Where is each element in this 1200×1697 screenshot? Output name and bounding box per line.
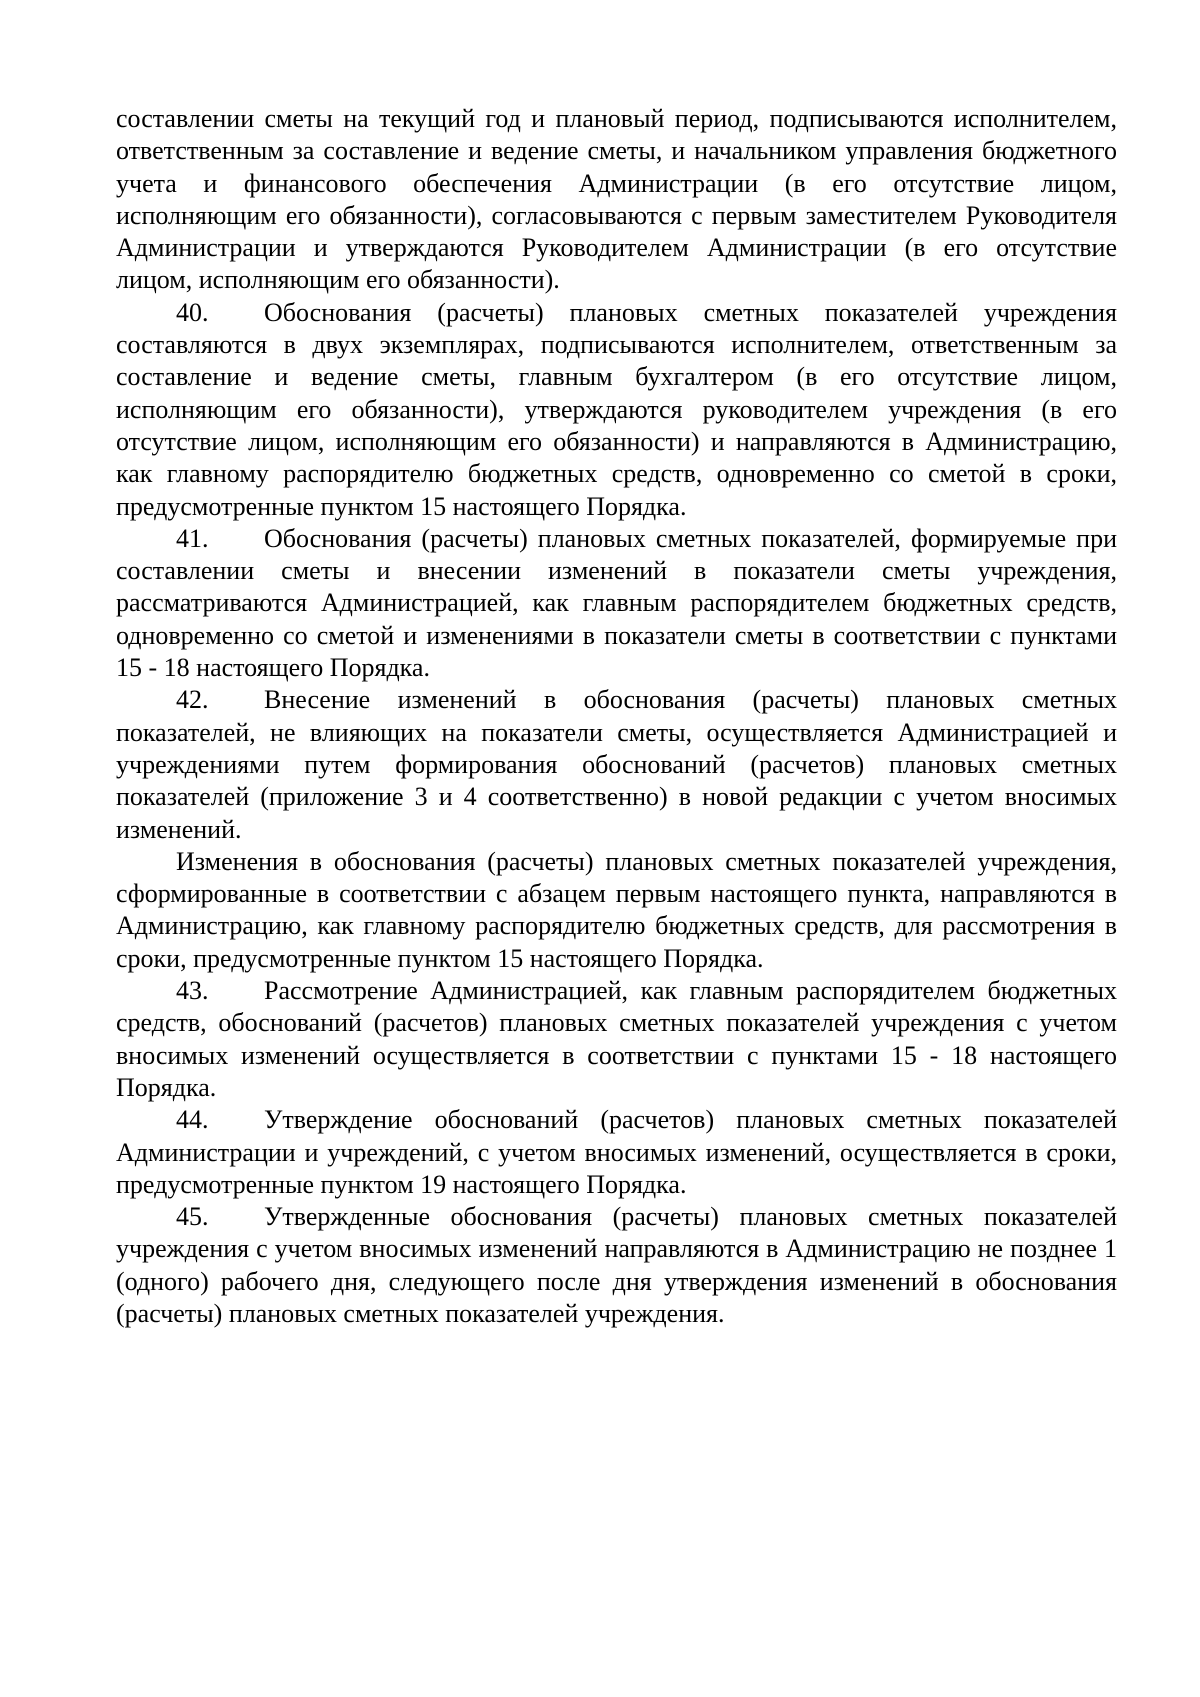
paragraph-item-40 <box>116 297 1117 523</box>
paragraph-item-41 <box>116 523 1117 684</box>
paragraph-item-45 <box>116 1201 1117 1330</box>
paragraph-text: Утвержденные обоснования (расчеты) плановых сметных показателей учреждения с учетом вносимых изменений направляются в Администрацию не позднее 1 (одного) рабочего дня, следующего после дня утверждения изменений в обоснования (расчеты) плановых сметных показателей учреждения. <box>116 1202 1117 1328</box>
paragraph-text: Внесение изменений в обоснования (расчеты) плановых сметных показателей, не влияющих на показатели сметы, осуществляется Администрацией и учреждениями путем формирования обоснований (расчетов) плановых сметных показателей (приложение 3 и 4 соответственно) в новой редакции с учетом вносимых изменений. <box>116 685 1117 844</box>
paragraph-text: Утверждение обоснований (расчетов) плановых сметных показателей Администрации и учреждений, с учетом вносимых изменений, осуществляется в сроки, предусмотренные пунктом 19 настоящего Порядка. <box>116 1105 1117 1199</box>
item-number: 44. <box>176 1105 209 1135</box>
paragraph-item-44 <box>116 1104 1117 1201</box>
item-number: 41. <box>176 523 209 553</box>
item-number: 42. <box>176 685 209 715</box>
paragraph-item-42 <box>116 684 1117 845</box>
paragraph-text: составлении сметы на текущий год и плановый период, подписываются исполнителем, ответственным за составление и ведение сметы, и начальником управления бюджетного учета и финансового обеспечения Администрации (в его отсутствие лицом, исполняющим его обязанности), согласовываются с первым заместителем Руководителя Администрации и утверждаются Руководителем Администрации (в его отсутствие лицом, исполняющим его обязанности). <box>116 104 1117 295</box>
paragraph-item-42-second <box>116 846 1117 975</box>
paragraph-text: Обоснования (расчеты) плановых сметных показателей учреждения составляются в двух экземплярах, подписываются исполнителем, ответственным за составление и ведение сметы, главным бухгалтером (в его отсутствие лицом, исполняющим его обязанности), утверждаются руководителем учреждения (в его отсутствие лицом, исполняющим его обязанности) и направляются в Администрацию, как главному распорядителю бюджетных средств, одновременно со сметой в сроки, предусмотренные пунктом 15 настоящего Порядка. <box>116 297 1117 521</box>
paragraph-continuation <box>116 103 1117 297</box>
item-number: 40. <box>176 297 209 327</box>
paragraph-text: Рассмотрение Администрацией, как главным распорядителем бюджетных средств, обоснований (расчетов) плановых сметных показателей учреждения с учетом вносимых изменений осуществляется в соответствии с пунктами 15 - 18 настоящего Порядка. <box>116 976 1117 1102</box>
item-number: 45. <box>176 1202 209 1232</box>
document-page <box>116 103 1117 1330</box>
paragraph-text: Изменения в обоснования (расчеты) плановых сметных показателей учреждения, сформированные в соответствии с абзацем первым настоящего пункта, направляются в Администрацию, как главному распорядителю бюджетных средств, для рассмотрения в сроки, предусмотренные пунктом 15 настоящего Порядка. <box>116 846 1117 973</box>
paragraph-text: Обоснования (расчеты) плановых сметных показателей, формируемые при составлении сметы и внесении изменений в показатели сметы учреждения, рассматриваются Администрацией, как главным распорядителем бюджетных средств, одновременно со сметой и изменениями в показатели сметы в соответствии с пунктами 15 - 18 настоящего Порядка. <box>116 523 1117 683</box>
item-number: 43. <box>176 976 209 1006</box>
paragraph-item-43 <box>116 975 1117 1104</box>
